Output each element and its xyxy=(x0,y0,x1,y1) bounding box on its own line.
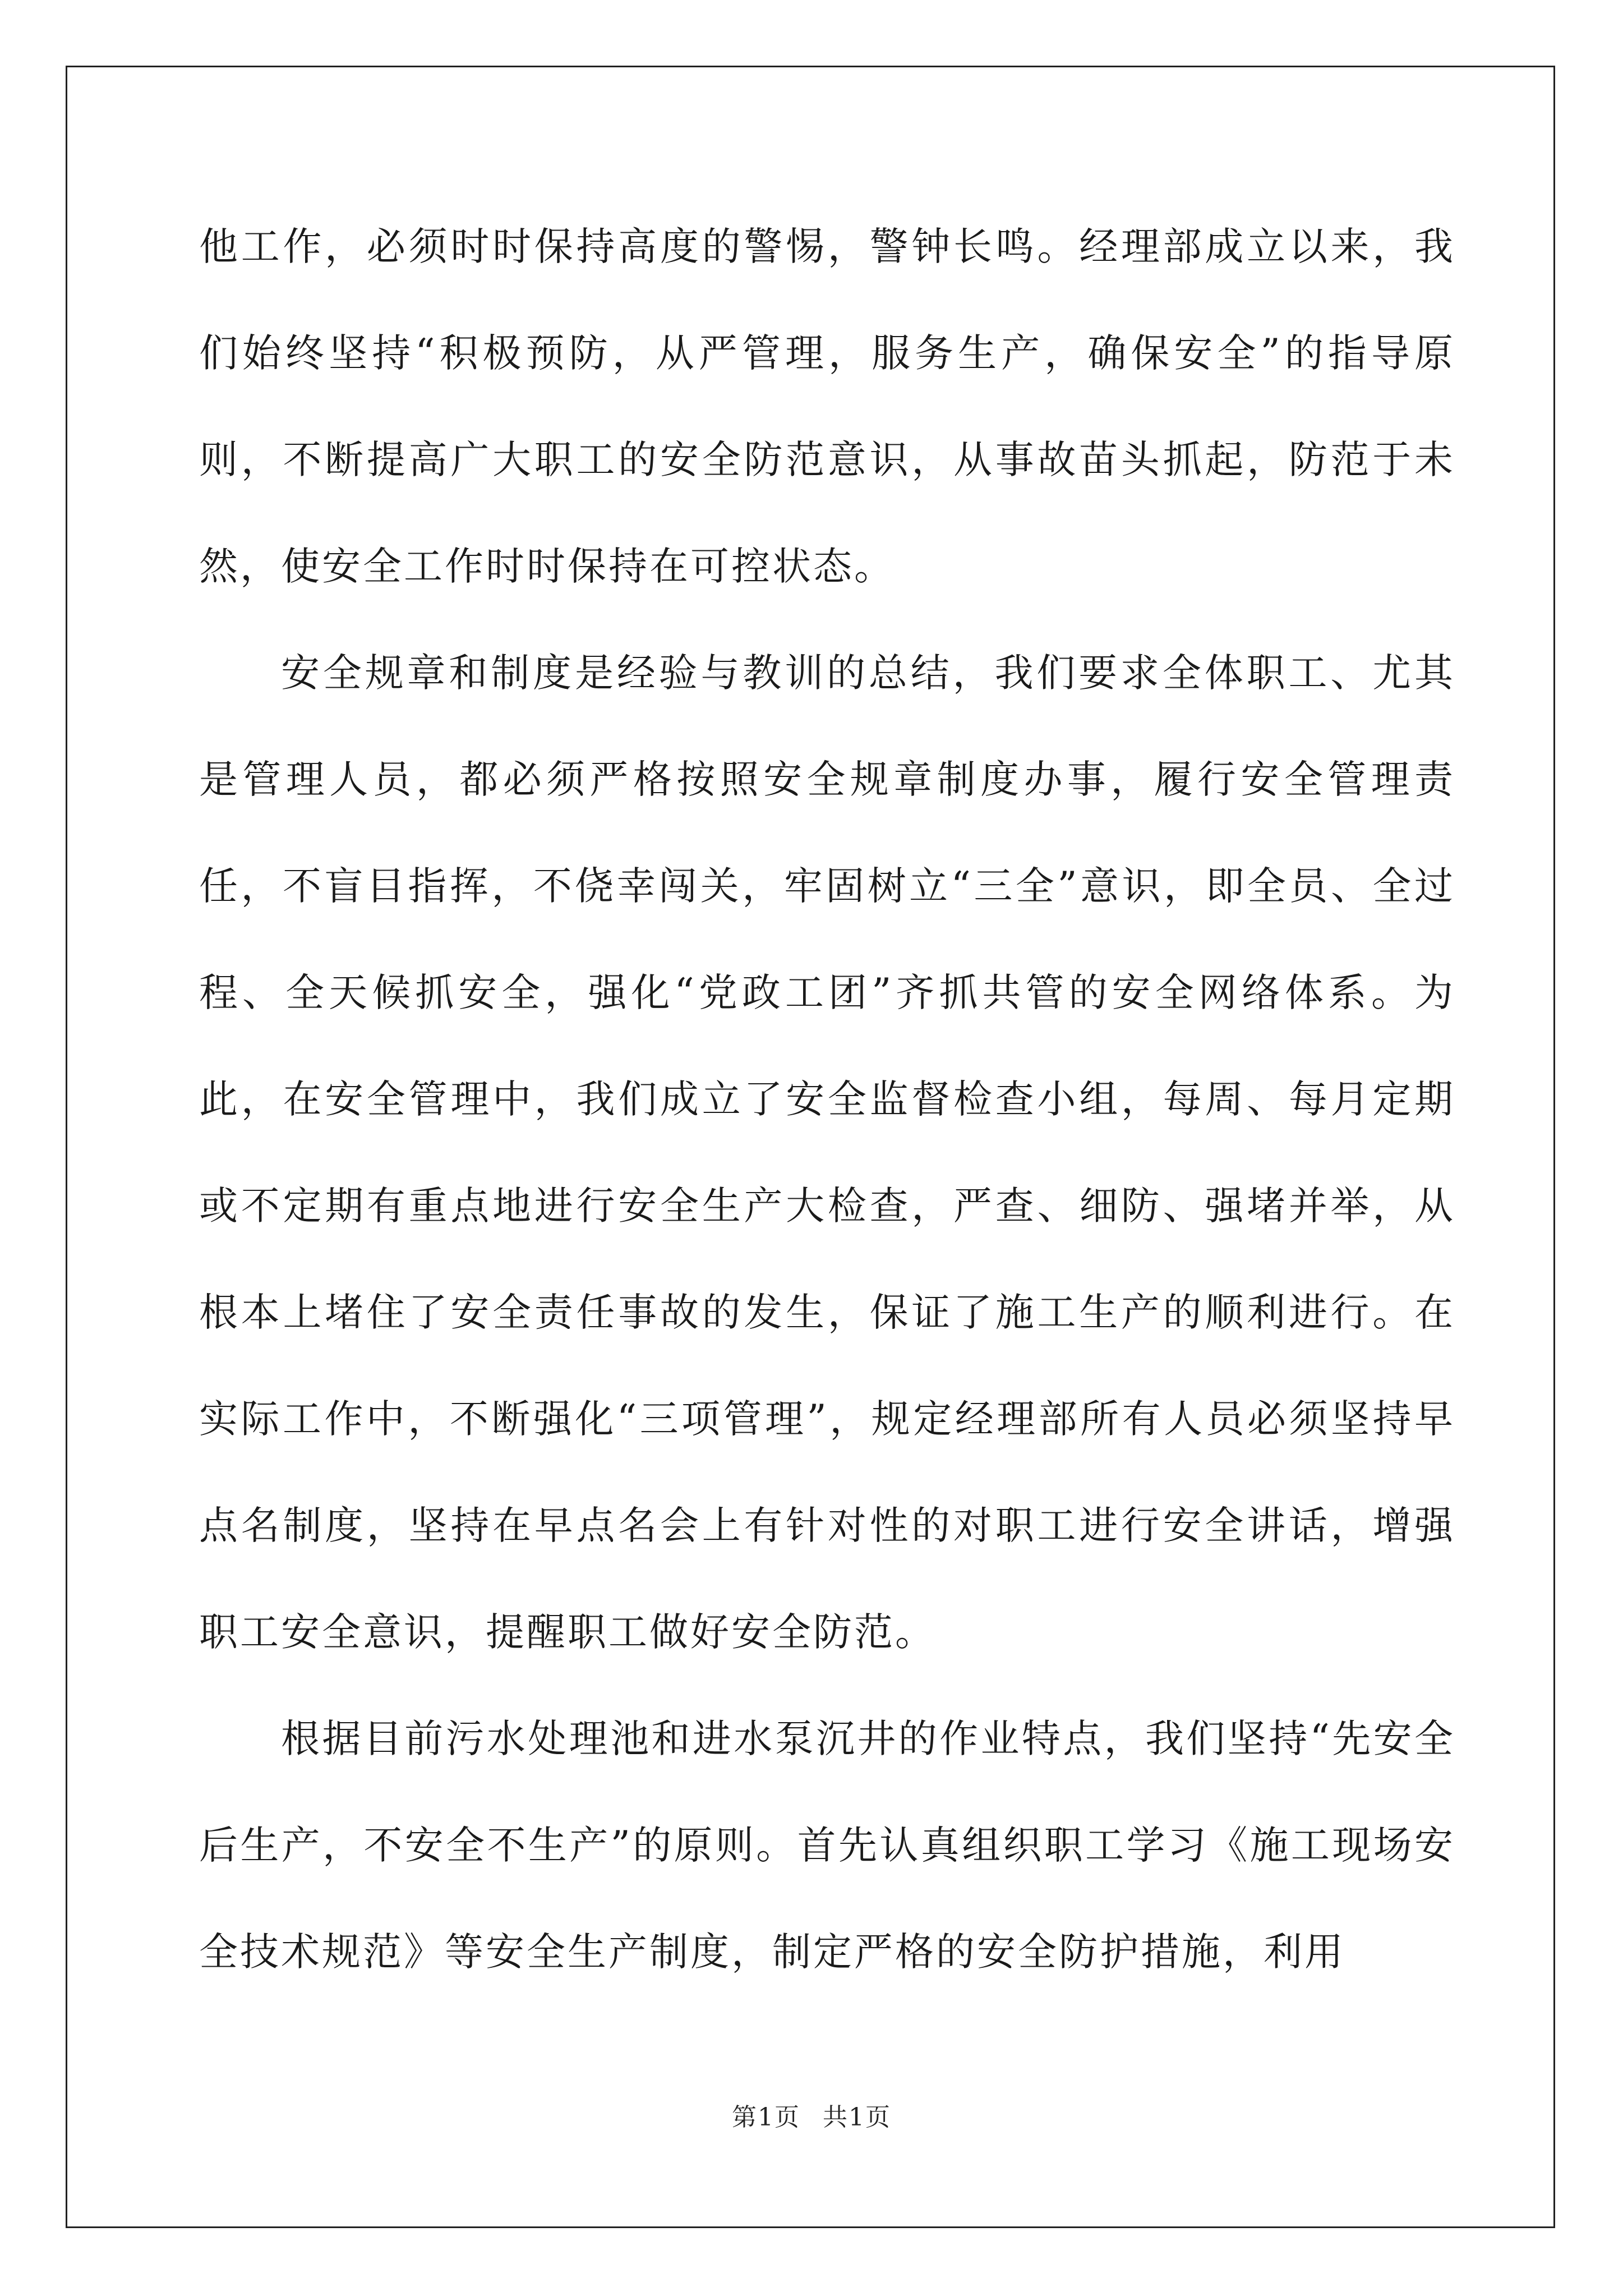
paragraph: 根据目前污水处理池和进水泵沉井的作业特点，我们坚持“先安全后生产，不安全不生产”的原则。首先认真组织职工学习《施工现场安全技术规范》等安全生产制度，制定严格的安全防护措施，利用 xyxy=(199,1717,1455,1975)
page-footer xyxy=(0,2101,1623,2134)
paragraph: 他工作，必须时时保持高度的警惕，警钟长鸣。经理部成立以来，我们始终坚持“积极预防，从严管理，服务生产，确保安全”的指导原则，不断提高广大职工的安全防范意识，从事故苗头抓起，防范于未然，使安全工作时时保持在可控状态。 xyxy=(199,224,1455,589)
page-number: 第1页 xyxy=(732,2103,800,2132)
page-total: 共1页 xyxy=(823,2103,891,2132)
document-body xyxy=(199,194,1455,2005)
paragraph: 安全规章和制度是经验与教训的总结，我们要求全体职工、尤其是管理人员，都必须严格按照安全规章制度办事，履行安全管理责任，不盲目指挥，不侥幸闯关，牢固树立“三全”意识，即全员、全过程、全天候抓安全，强化“党政工团”齐抓共管的安全网络体系。为此，在安全管理中，我们成立了安全监督检查小组，每周、每月定期或不定期有重点地进行安全生产大检查，严查、细防、强堵并举，从根本上堵住了安全责任事故的发生，保证了施工生产的顺利进行。在实际工作中，不断强化“三项管理”，规定经理部所有人员必须坚持早点名制度，坚持在早点名会上有针对性的对职工进行安全讲话，增强职工安全意识，提醒职工做好安全防范。 xyxy=(199,651,1455,1655)
